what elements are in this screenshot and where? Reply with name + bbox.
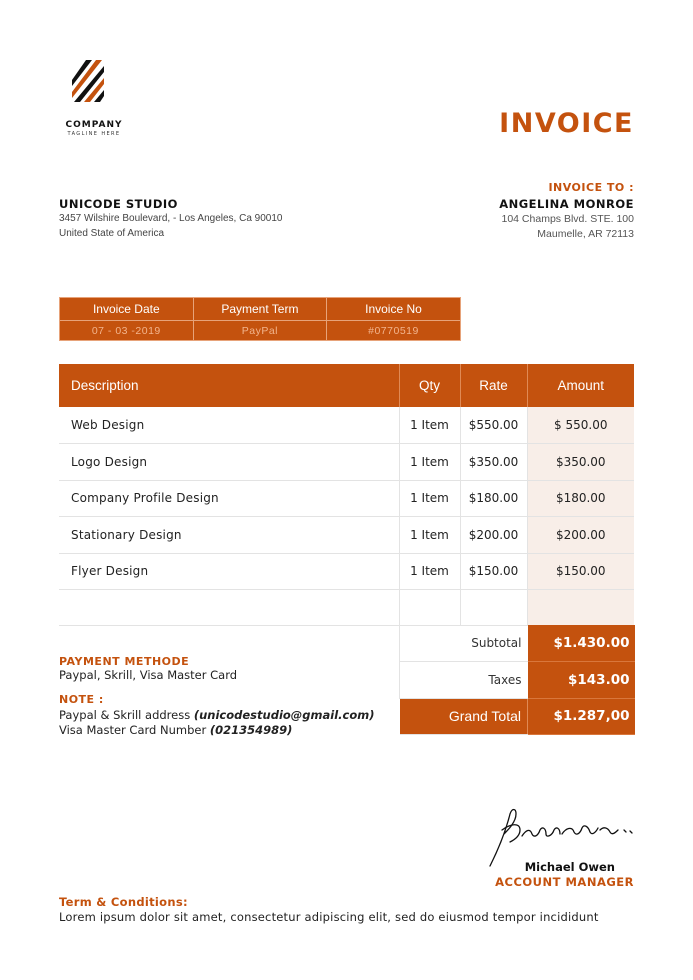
item-rate: $350.00 [460, 444, 527, 481]
item-amount: $200.00 [527, 517, 634, 554]
company-name: COMPANY [65, 120, 123, 130]
to-name: ANGELINA MONROE [499, 197, 634, 211]
note-line-1: Paypal & Skrill address (unicodestudio@gmail.com) [59, 708, 375, 722]
invoice-meta-table [59, 297, 461, 341]
table-row [59, 480, 634, 517]
table-row [59, 517, 634, 554]
item-qty: 1 Item [399, 407, 460, 444]
item-qty: 1 Item [399, 517, 460, 554]
item-rate: $200.00 [460, 517, 527, 554]
meta-header-date: Invoice Date [60, 298, 194, 321]
meta-header-term: Payment Term [193, 298, 327, 321]
taxes-value: $143.00 [528, 662, 635, 699]
table-row [59, 407, 634, 444]
to-address-line-2: Maumelle, AR 72113 [537, 228, 634, 240]
item-amount: $180.00 [527, 480, 634, 517]
signer-title: ACCOUNT MANAGER [495, 875, 634, 889]
payment-term: PayPal [193, 321, 327, 341]
item-qty: 1 Item [399, 553, 460, 590]
taxes-label: Taxes [400, 662, 528, 699]
terms-label: Term & Conditions: [59, 895, 188, 909]
grand-total-label: Grand Total [400, 698, 528, 735]
item-description: Flyer Design [59, 553, 399, 590]
items-table [59, 364, 634, 626]
item-amount: $ 550.00 [527, 407, 634, 444]
item-amount: $350.00 [527, 444, 634, 481]
to-address-line-1: 104 Champs Blvd. STE. 100 [501, 213, 634, 225]
column-header-rate: Rate [460, 364, 527, 407]
card-number: (021354989) [209, 723, 293, 737]
from-address-line-1: 3457 Wilshire Boulevard, - Los Angeles, Ca 90010 [59, 213, 283, 224]
item-description: Web Design [59, 407, 399, 444]
table-row [59, 444, 634, 481]
item-qty: 1 Item [399, 480, 460, 517]
item-qty: 1 Item [399, 444, 460, 481]
payment-method-label: PAYMENT METHODE [59, 655, 190, 668]
from-address-line-2: United State of America [59, 228, 165, 239]
invoice-date: 07 - 03 -2019 [60, 321, 194, 341]
subtotal-label: Subtotal [400, 625, 528, 662]
item-rate: $150.00 [460, 553, 527, 590]
invoice-number: #0770519 [327, 321, 461, 341]
paypal-address: (unicodestudio@gmail.com) [193, 708, 375, 722]
from-name: UNICODE STUDIO [59, 197, 178, 211]
grand-total-value: $1.287,00 [528, 698, 635, 735]
table-row-empty [59, 590, 634, 626]
note-label: NOTE : [59, 693, 104, 706]
item-rate: $550.00 [460, 407, 527, 444]
table-row [59, 553, 634, 590]
totals-table [399, 625, 635, 735]
signer-name: Michael Owen [524, 860, 615, 874]
item-description: Company Profile Design [59, 480, 399, 517]
column-header-description: Description [59, 364, 399, 407]
stripes-logo-icon [70, 58, 110, 114]
meta-header-number: Invoice No [327, 298, 461, 321]
item-description: Stationary Design [59, 517, 399, 554]
invoice-to-label: INVOICE TO : [548, 181, 634, 194]
column-header-qty: Qty [399, 364, 460, 407]
terms-text: Lorem ipsum dolor sit amet, consectetur adipiscing elit, sed do eiusmod tempor incididunt [59, 910, 599, 924]
payment-method-text: Paypal, Skrill, Visa Master Card [59, 668, 238, 682]
item-rate: $180.00 [460, 480, 527, 517]
company-tagline: TAGLINE HERE [67, 131, 121, 137]
item-amount: $150.00 [527, 553, 634, 590]
column-header-amount: Amount [527, 364, 634, 407]
note-line-2: Visa Master Card Number (021354989) [59, 723, 293, 737]
invoice-title: INVOICE [499, 108, 634, 139]
item-description: Logo Design [59, 444, 399, 481]
subtotal-value: $1.430.00 [528, 625, 635, 662]
